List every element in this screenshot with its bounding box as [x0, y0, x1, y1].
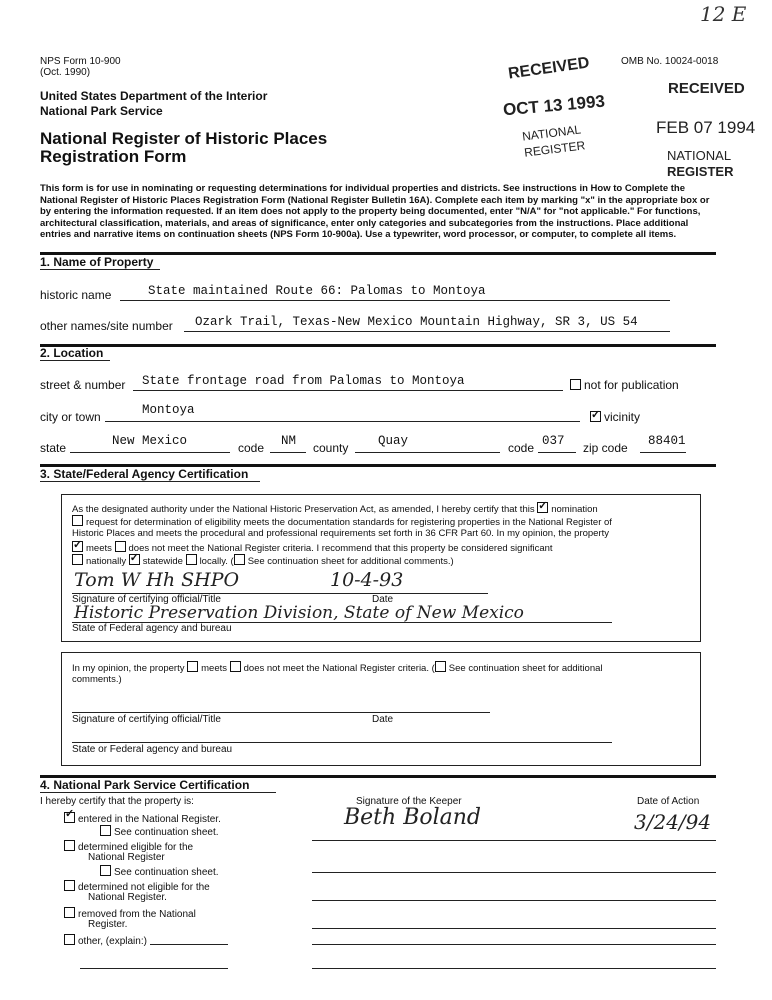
nomination-label: nomination [551, 504, 598, 515]
opinion-line-1 [72, 661, 603, 674]
locally-checkbox[interactable] [186, 554, 197, 565]
received-stamp-1: RECEIVED [507, 54, 591, 83]
received-date-1: OCT 13 1993 [502, 91, 606, 120]
eligible-label-2: National Register [88, 852, 165, 863]
section2-heading: 2. Location [40, 346, 104, 360]
removed-checkbox[interactable] [64, 907, 75, 918]
cert-line-1 [72, 502, 598, 515]
street-label: street & number [40, 378, 126, 392]
historic-name-field[interactable]: State maintained Route 66: Palomas to Montoya [148, 284, 486, 298]
certifying-date: 10-4-93 [330, 569, 404, 591]
state-label: state [40, 441, 67, 455]
opinion-meets-checkbox[interactable] [187, 661, 198, 672]
does-not-meet-checkbox[interactable] [115, 541, 126, 552]
removed-option[interactable] [64, 907, 196, 920]
keeper-signature: Beth Boland [344, 805, 482, 830]
zip-field[interactable]: 88401 [648, 434, 686, 448]
stamp1-register: REGISTER [523, 138, 586, 160]
see-cont-1-label: See continuation sheet. [114, 827, 219, 838]
section4-heading: 4. National Park Service Certification [40, 778, 250, 792]
form-subtitle: Registration Form [40, 147, 187, 166]
form-title: National Register of Historic Places [40, 129, 328, 148]
request-determination-checkbox[interactable] [72, 515, 83, 526]
removed-label-2: Register. [88, 919, 128, 930]
agency-handwriting: Historic Preservation Division, State of New Mexico [74, 603, 524, 623]
vicinity-checkbox[interactable] [590, 411, 601, 422]
county-label: county [313, 441, 349, 455]
see-cont-2-option[interactable] [100, 865, 219, 878]
historic-name-label: historic name [40, 288, 112, 302]
county-field[interactable]: Quay [378, 434, 409, 448]
locally-label: locally. ( [199, 556, 234, 567]
see-cont-1-option[interactable] [100, 825, 219, 838]
entered-label: entered in the National Register. [78, 814, 221, 825]
cert-line-5 [72, 554, 454, 567]
not-eligible-checkbox[interactable] [64, 880, 75, 891]
not-for-publication-checkbox[interactable] [570, 379, 581, 390]
signature-label: Signature of certifying official/Title [72, 594, 221, 605]
date-of-action: 3/24/94 [634, 810, 712, 834]
city-label: city or town [40, 410, 101, 424]
see-cont-2-checkbox[interactable] [100, 865, 111, 876]
corner-handwriting: 12 E [700, 2, 747, 26]
other-label: other, (explain:) [78, 936, 147, 947]
department: United States Department of the Interior [40, 89, 268, 103]
statewide-checkbox[interactable] [129, 554, 140, 565]
see-cont-2-label: See continuation sheet. [114, 867, 219, 878]
opinion-prefix: In my opinion, the property [72, 663, 185, 674]
cert-text-2: request for determination of eligibility meets the documentation standards for registering properties in the National Register of [86, 517, 612, 528]
entered-checkbox[interactable] [64, 812, 75, 823]
opinion-does-not-meet-checkbox[interactable] [230, 661, 241, 672]
cert-line-4 [72, 541, 553, 554]
does-not-meet-label: does not meet the National Register criteria. I recommend that this property be considered significant [128, 543, 553, 554]
eligible-checkbox[interactable] [64, 840, 75, 851]
street-field[interactable]: State frontage road from Palomas to Montoya [142, 374, 465, 388]
signature2-label: Signature of certifying official/Title [72, 714, 221, 725]
date-of-action-label: Date of Action [637, 796, 700, 807]
cert-line-2 [72, 515, 612, 528]
received-date-2: FEB 07 1994 [656, 118, 756, 137]
opinion-does-not-label: does not meet the National Register criteria. ( [243, 663, 435, 674]
section3-heading: 3. State/Federal Agency Certification [40, 467, 249, 481]
not-for-publication[interactable] [570, 378, 679, 392]
instructions-paragraph: This form is for use in nominating or requesting determinations for individual properties and districts. See instructions in How to Complete the National Register of Historic Places Registration Form (National Register Bulletin 16A). Complete each item by marking "x" in the appropriate box or by entering the information requested. If an item does not apply to the property being documented, enter "N/A" for "not applicable." For functions, architectural classification, materials, and areas of significance, enter only categories and subcategories from the instructions. Place additional entries and narrative items on continuation sheets (NPS Form 10-900a). Use a typewriter, word processor, or computer, to complete all items. [40, 183, 710, 240]
certify-label: I hereby certify that the property is: [40, 796, 194, 807]
agency-label: State of Federal agency and bureau [72, 623, 232, 634]
omb-number: OMB No. 10024-0018 [621, 56, 719, 67]
meets-checkbox[interactable] [72, 541, 83, 552]
zip-label: zip code [583, 441, 628, 455]
agency2-label: State or Federal agency and bureau [72, 744, 233, 755]
entered-option[interactable] [64, 812, 221, 825]
nomination-checkbox[interactable] [537, 502, 548, 513]
service: National Park Service [40, 104, 163, 118]
not-eligible-label-2: National Register. [88, 892, 167, 903]
form-number: NPS Form 10-900 [40, 56, 121, 67]
state-field[interactable]: New Mexico [112, 434, 188, 448]
opinion-meets-label: meets [201, 663, 227, 674]
received-stamp-2: RECEIVED [668, 80, 745, 97]
other-checkbox[interactable] [64, 934, 75, 945]
date2-label: Date [372, 714, 394, 725]
nationally-checkbox[interactable] [72, 554, 83, 565]
continuation-label: See continuation sheet for additional comments.) [247, 556, 454, 567]
meets-label: meets [86, 543, 112, 554]
other-names-field[interactable]: Ozark Trail, Texas-New Mexico Mountain Highway, SR 3, US 54 [195, 315, 638, 329]
vicinity-label: vicinity [604, 410, 641, 424]
other-option[interactable] [64, 934, 147, 947]
stamp2-register: REGISTER [667, 164, 734, 179]
city-field[interactable]: Montoya [142, 403, 195, 417]
nationally-label: nationally [86, 556, 127, 567]
stamp2-national: NATIONAL [667, 148, 732, 163]
section1-heading: 1. Name of Property [40, 255, 154, 269]
keeper-signature-label: Signature of the Keeper [356, 796, 462, 807]
see-cont-1-checkbox[interactable] [100, 825, 111, 836]
state-code-field[interactable]: NM [281, 434, 297, 448]
statewide-label: statewide [142, 556, 183, 567]
continuation-checkbox[interactable] [234, 554, 245, 565]
certifying-signature: Tom W Hh SHPO [74, 569, 240, 591]
eligible-label-1: determined eligible for the [78, 842, 194, 853]
cert-text-1: As the designated authority under the National Historic Preservation Act, as amended, I hereby certify that this [72, 504, 535, 515]
state-code-label: code [238, 441, 265, 455]
county-code-label: code [508, 441, 535, 455]
removed-label-1: removed from the National [78, 909, 196, 920]
date-label: Date [372, 594, 394, 605]
opinion-continuation-label: See continuation sheet for additional [448, 663, 603, 674]
other-names-label: other names/site number [40, 319, 173, 333]
county-code-field[interactable]: 037 [542, 434, 565, 448]
opinion-comments: comments.) [72, 674, 122, 685]
not-eligible-label-1: determined not eligible for the [78, 882, 210, 893]
stamp1-national: NATIONAL [521, 122, 582, 144]
opinion-continuation-checkbox[interactable] [435, 661, 446, 672]
cert-line-3: Historic Places and meets the procedural and professional requirements set forth in 36 CFR Part 60. In my opinion, the property [72, 528, 610, 539]
vicinity[interactable] [590, 410, 640, 424]
form-date: (Oct. 1990) [40, 67, 91, 78]
not-for-publication-label: not for publication [584, 378, 679, 392]
